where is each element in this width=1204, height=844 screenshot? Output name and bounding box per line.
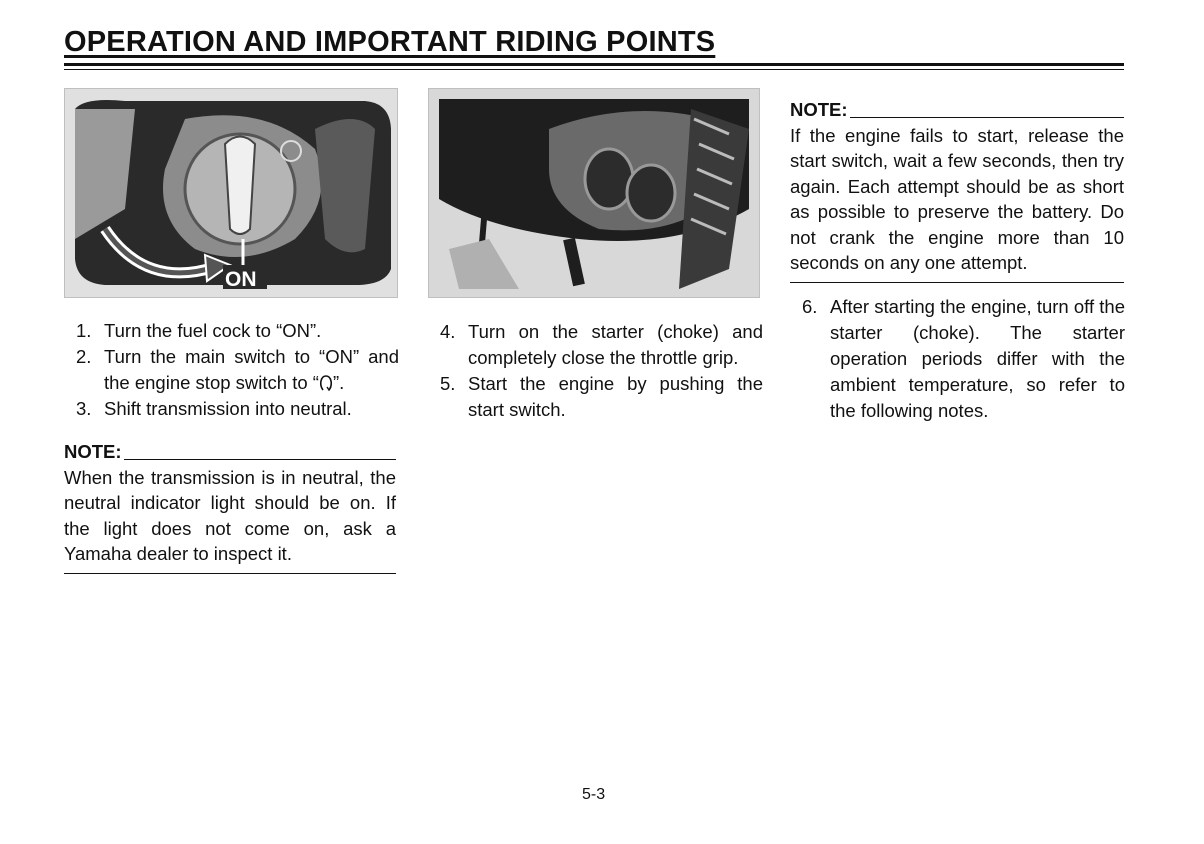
page-number: 5-3: [582, 786, 606, 803]
note-label: NOTE:: [64, 441, 122, 462]
list-item: 5. Start the engine by pushing the start switch.: [440, 373, 763, 420]
list-item: 1. Turn the fuel cock to “ON”.: [76, 320, 322, 341]
fuel-cock-on-label: ON: [225, 268, 257, 291]
note-neutral: [64, 439, 396, 574]
list-item: 6. After starting the engine, turn off the starter (choke). The starter operation periods differ with the ambient temperature, so refer to the following notes.: [802, 296, 1125, 421]
note-text: When the transmission is in neutral, the neutral indicator light should be on. If the light does not come on, ask a Yamaha dealer to inspect it.: [64, 466, 396, 564]
steps-list-3: [790, 294, 1125, 424]
note-start-attempt: [790, 97, 1124, 283]
page-title: OPERATION AND IMPORTANT RIDING POINTS: [64, 26, 716, 58]
title-rule: [64, 63, 1124, 66]
note-label: NOTE:: [790, 99, 848, 120]
engine-run-icon: [320, 374, 332, 392]
steps-list-1: [64, 318, 399, 422]
starter-choke-photo: [428, 88, 760, 298]
list-item: 4. Turn on the starter (choke) and completely close the throttle grip.: [440, 321, 763, 368]
steps-list-2: [428, 319, 763, 423]
note-text: If the engine fails to start, release the start switch, wait a few seconds, then try again. Each attempt should be as short as possible to preserve the battery. Do not crank the engine more than 10 seconds on any one attempt.: [790, 124, 1124, 273]
list-item: 3. Shift transmission into neutral.: [76, 398, 352, 419]
title-rule-thin: [64, 69, 1124, 70]
list-item: 2. Turn the main switch to “ON” and the engine stop switch to “ ”.: [76, 346, 399, 393]
fuel-cock-photo: [64, 88, 398, 298]
